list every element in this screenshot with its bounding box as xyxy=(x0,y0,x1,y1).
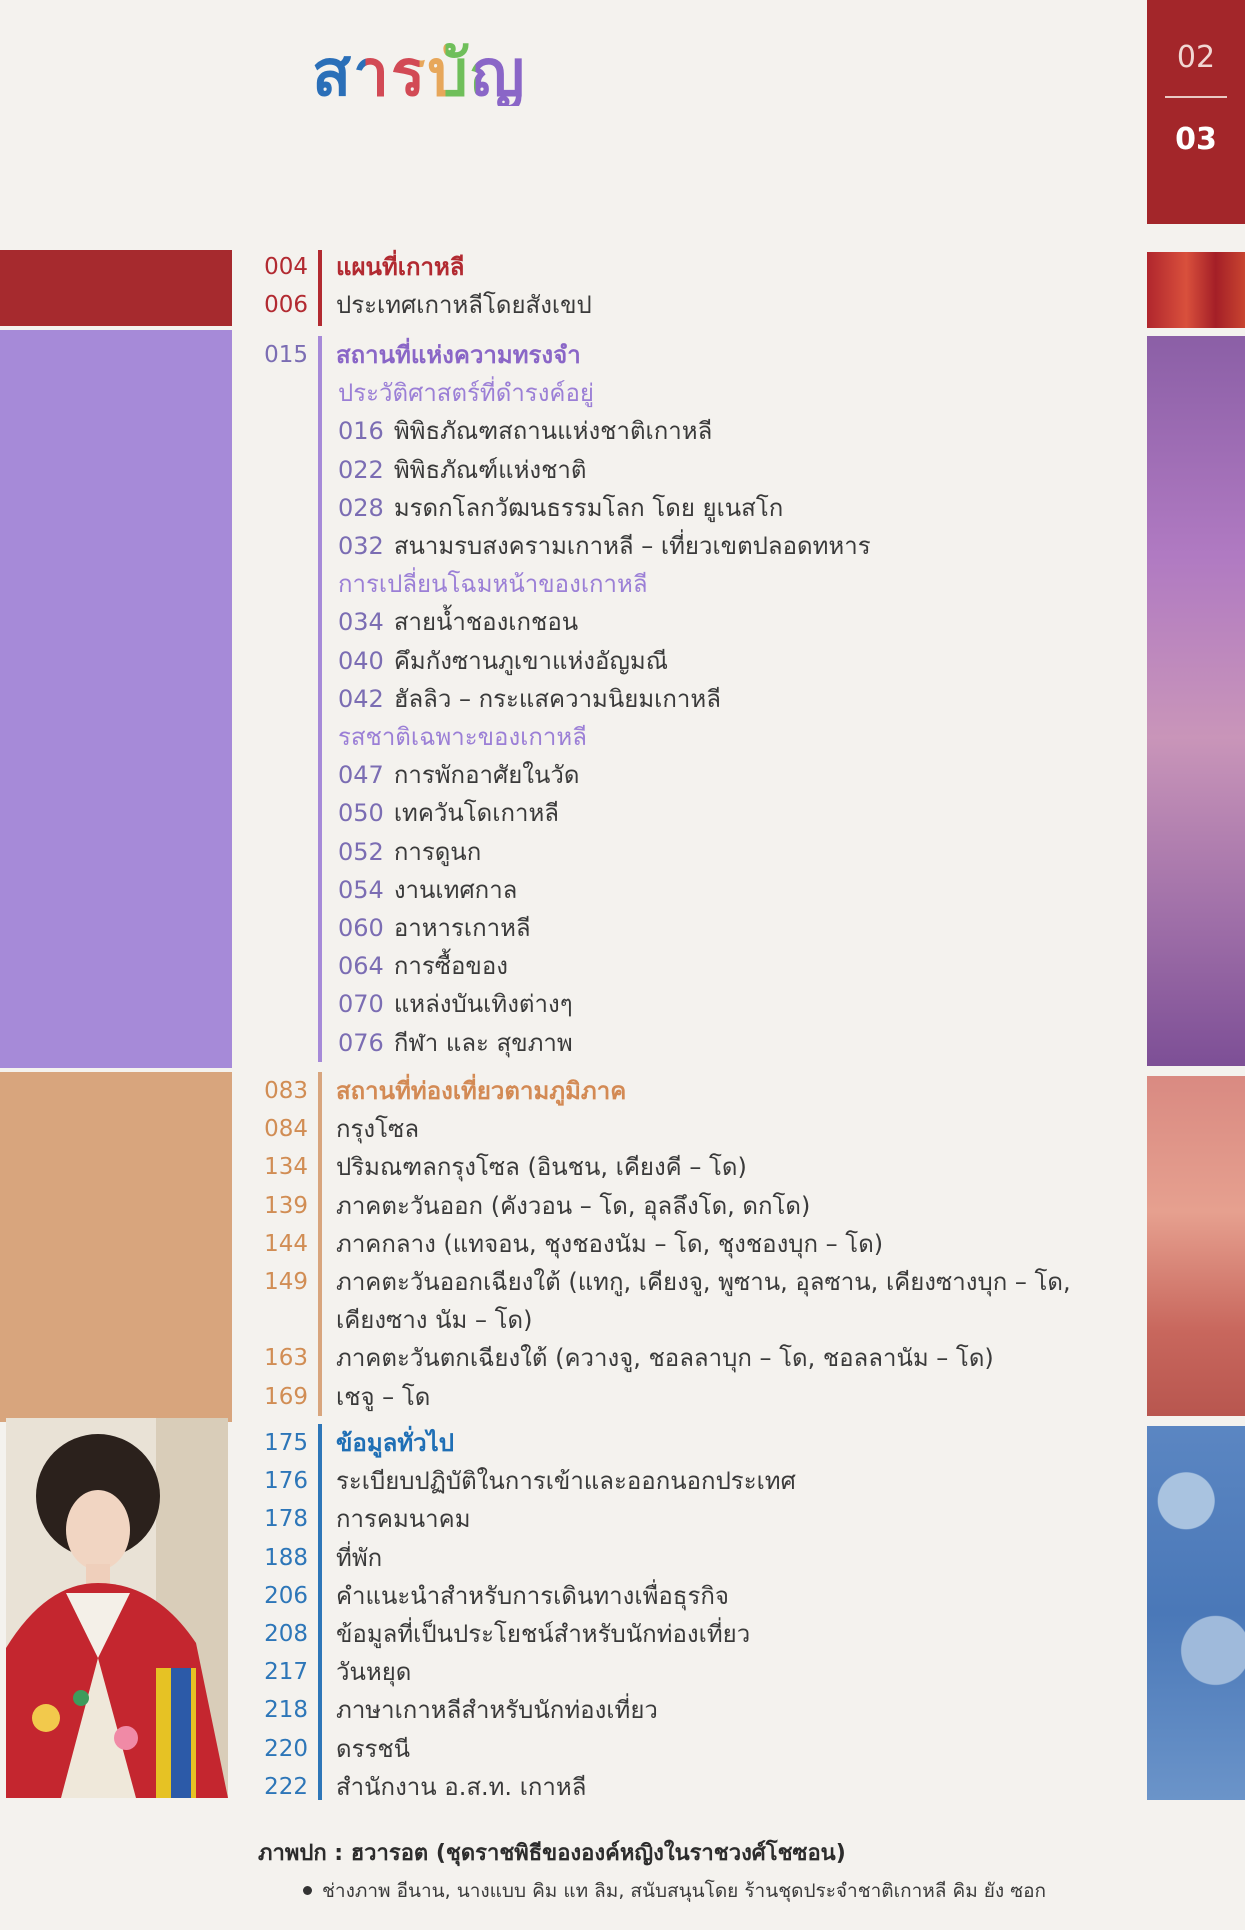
toc-title: เชจู – โด xyxy=(336,1382,431,1411)
page-number-tab xyxy=(1147,0,1245,224)
toc-sub-title: เทควันโดเกาหลี xyxy=(393,799,559,828)
toc-page-number: 188 xyxy=(264,1544,308,1571)
toc-sub-title: การดูนก xyxy=(393,837,482,866)
toc-title: การคมนาคม xyxy=(336,1505,471,1534)
toc-page-number: 218 xyxy=(264,1697,308,1724)
toc-page-number: 004 xyxy=(264,254,308,280)
toc-title: ภาษาเกาหลีสำหรับนักท่องเที่ยว xyxy=(336,1696,658,1725)
toc-title: ดรรชนี xyxy=(336,1734,411,1763)
toc-title: ประวัติศาสตร์ที่ดำรงค์อยู่ xyxy=(338,379,594,408)
toc-title: วันหยุด xyxy=(336,1658,412,1687)
toc-title xyxy=(338,527,871,565)
toc-title xyxy=(338,489,783,527)
toc-sub-page-number: 076 xyxy=(338,1028,384,1057)
bullet-icon xyxy=(303,1886,312,1895)
toc-title: เคียงซาง นัม – โด) xyxy=(336,1306,533,1335)
toc-title xyxy=(338,871,517,909)
toc-sub-page-number: 034 xyxy=(338,608,384,637)
toc-title xyxy=(338,642,668,680)
bar-section-4 xyxy=(318,1424,322,1800)
toc-sub-page-number: 064 xyxy=(338,952,384,981)
toc-title: กรุงโซล xyxy=(336,1115,420,1144)
toc-title: ภาคตะวันออกเฉียงใต้ (แทกู, เคียงจู, พูซาน, อุลซาน, เคียงซางบุก – โด, xyxy=(336,1268,1071,1296)
toc-sub-title: สนามรบสงครามเกาหลี – เที่ยวเขตปลอดทหาร xyxy=(393,532,871,560)
toc-title xyxy=(338,947,508,985)
band-orange xyxy=(0,1072,232,1422)
toc-page-number: 144 xyxy=(264,1230,308,1257)
toc-title: ข้อมูลที่เป็นประโยชน์สำหรับนักท่องเที่ยว xyxy=(336,1620,751,1648)
toc-sub-title: อาหารเกาหลี xyxy=(393,914,531,942)
toc-sub-page-number: 032 xyxy=(338,532,384,560)
toc-sub-page-number: 042 xyxy=(338,684,384,713)
toc-sub-title: งานเทศกาล xyxy=(393,875,518,904)
toc-page-number: 083 xyxy=(264,1078,308,1104)
toc-title xyxy=(338,603,578,641)
page-title: สารบัญ xyxy=(312,37,527,111)
toc-page-number: 217 xyxy=(264,1659,308,1686)
band-red xyxy=(0,250,232,326)
toc-page-number: 084 xyxy=(264,1116,308,1143)
hanbok-woman-photo xyxy=(6,1418,228,1798)
toc-sub-title: การซื้อของ xyxy=(393,952,508,981)
toc-page-number: 222 xyxy=(264,1773,308,1800)
toc-title xyxy=(338,985,573,1023)
toc-page-number: 208 xyxy=(264,1621,308,1647)
toc-page-number: 163 xyxy=(264,1345,308,1372)
band-purple xyxy=(0,330,232,1068)
toc-page-number: 175 xyxy=(264,1430,308,1456)
toc-page-number: 149 xyxy=(264,1269,308,1295)
bar-section-3 xyxy=(318,1072,322,1416)
toc-title xyxy=(338,909,531,947)
page-number-divider xyxy=(1165,96,1227,98)
toc-sub-page-number: 050 xyxy=(338,799,384,828)
toc-title xyxy=(338,756,579,794)
toc-title: แผนที่เกาหลี xyxy=(336,253,465,281)
toc-title: คำแนะนำสำหรับการเดินทางเพื่อธุรกิจ xyxy=(336,1581,729,1610)
toc-title: ภาคกลาง (แทจอน, ชุงชองนัม – โด, ชุงชองบุก – โด) xyxy=(336,1229,884,1258)
photo-strip-red-flowers xyxy=(1147,252,1245,328)
toc-page-number: 206 xyxy=(264,1582,308,1609)
toc-page-number: 139 xyxy=(264,1192,308,1219)
toc-title: ภาคตะวันออก (คังวอน – โด, อุลลึงโด, ดกโด) xyxy=(336,1191,811,1220)
cover-caption: ภาพปก : ฮวารอต (ชุดราชพิธีขององค์หญิงในราชวงศ์โชซอน) xyxy=(258,1841,846,1866)
toc-title xyxy=(338,1024,573,1062)
toc-title: รสชาติเฉพาะของเกาหลี xyxy=(338,723,587,751)
toc-sub-page-number: 052 xyxy=(338,837,384,866)
toc-title xyxy=(338,794,559,832)
toc-page-number: 134 xyxy=(264,1154,308,1181)
bar-section-1 xyxy=(318,250,322,326)
toc-page-number: 169 xyxy=(264,1383,308,1410)
toc-sub-page-number: 016 xyxy=(338,417,384,446)
toc-sub-title: ฮัลลิว – กระแสความนิยมเกาหลี xyxy=(393,684,721,713)
toc-page-number: 015 xyxy=(264,342,308,368)
page-number-left: 02 xyxy=(1176,40,1216,75)
toc-sub-title: คึมกังซานภูเขาแห่งอัญมณี xyxy=(393,646,668,675)
bar-section-2 xyxy=(318,336,322,1062)
toc-sub-page-number: 040 xyxy=(338,646,384,675)
photo-strip-blue-pattern xyxy=(1147,1426,1245,1800)
photo-strip-pink xyxy=(1147,1076,1245,1416)
toc-page-number: 006 xyxy=(264,292,308,319)
toc-title: การเปลี่ยนโฉมหน้าของเกาหลี xyxy=(338,570,648,599)
toc-sub-page-number: 047 xyxy=(338,761,384,790)
toc-sub-title: พิพิธภัณฑ์แห่งชาติ xyxy=(393,455,587,484)
toc-sub-page-number: 028 xyxy=(338,493,384,522)
toc-title: สถานที่ท่องเที่ยวตามภูมิภาค xyxy=(336,1077,627,1105)
toc-sub-title: พิพิธภัณฑสถานแห่งชาติเกาหลี xyxy=(393,417,713,446)
toc-title: สถานที่แห่งความทรงจำ xyxy=(336,341,581,369)
toc-title xyxy=(338,680,721,718)
photo-credit: ช่างภาพ อีนาน, นางแบบ คิม แท ลิม, สนับสนุนโดย ร้านชุดประจำชาติเกาหลี คิม ยัง ซอก xyxy=(322,1880,1047,1902)
toc-title xyxy=(338,451,586,489)
toc-title: ประเทศเกาหลีโดยสังเขป xyxy=(336,291,592,320)
toc-title: ปริมณฑลกรุงโซล (อินชน, เคียงคี – โด) xyxy=(336,1153,747,1182)
photo-strip-purple xyxy=(1147,336,1245,1066)
toc-title: ภาคตะวันตกเฉียงใต้ (ควางจู, ชอลลาบุก – โด, ชอลลานัม – โด) xyxy=(336,1344,994,1373)
toc-title: ระเบียบปฏิบัติในการเข้าและออกนอกประเทศ xyxy=(336,1467,796,1496)
toc-title xyxy=(338,833,481,871)
toc-sub-page-number: 054 xyxy=(338,875,384,904)
hanbok-woman-illustration xyxy=(6,1418,228,1798)
toc-sub-title: แหล่งบันเทิงต่างๆ xyxy=(393,990,573,1019)
toc-page-number: 178 xyxy=(264,1506,308,1533)
toc-title: ที่พัก xyxy=(336,1543,383,1572)
toc-title: ข้อมูลทั่วไป xyxy=(336,1429,454,1457)
toc-sub-page-number: 022 xyxy=(338,455,384,484)
page-number-right: 03 xyxy=(1175,122,1217,157)
toc-title: สำนักงาน อ.ส.ท. เกาหลี xyxy=(336,1772,587,1801)
toc-sub-title: กีฬา และ สุขภาพ xyxy=(393,1028,573,1057)
toc-page-number: 176 xyxy=(264,1468,308,1495)
toc-sub-title: มรดกโลกวัฒนธรรมโลก โดย ยูเนสโก xyxy=(393,493,784,522)
toc-page-number: 220 xyxy=(264,1735,308,1762)
toc-sub-page-number: 070 xyxy=(338,990,384,1019)
toc-title xyxy=(338,412,712,450)
toc-sub-page-number: 060 xyxy=(338,914,384,942)
toc-sub-title: การพักอาศัยในวัด xyxy=(393,761,580,790)
toc-sub-title: สายน้ำชองเกชอน xyxy=(393,608,579,637)
